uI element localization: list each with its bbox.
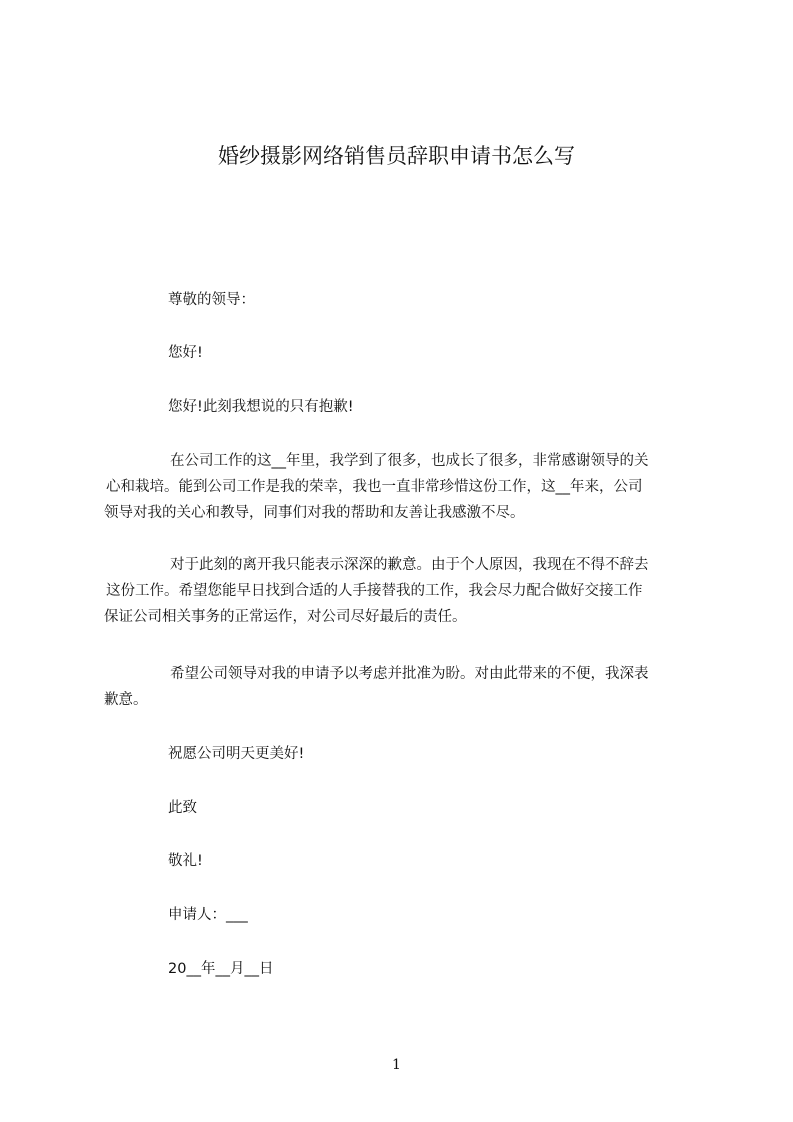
opening-line: 您好!此刻我想说的只有抱歉! bbox=[168, 399, 354, 415]
date-line: 20__年__月__日 bbox=[168, 961, 274, 977]
paragraph-reason bbox=[104, 552, 704, 630]
paragraph-request bbox=[104, 661, 704, 713]
paragraph-line: 希望公司领导对我的申请予以考虑并批准为盼。对由此带来的不便，我深表 bbox=[170, 666, 649, 682]
paragraph-line: 这份工作。希望您能早日找到合适的人手接替我的工作，我会尽力配合做好交接工作 bbox=[106, 583, 643, 599]
page-number: 1 bbox=[392, 1057, 401, 1073]
closing-cizhi: 此致 bbox=[168, 800, 197, 816]
applicant-line: 申请人：___ bbox=[168, 907, 248, 923]
document-title: 婚纱摄影网络销售员辞职申请书怎么写 bbox=[218, 144, 575, 168]
greeting: 您好! bbox=[168, 345, 203, 361]
paragraph-line: 对于此刻的离开我只能表示深深的歉意。由于个人原因，我现在不得不辞去 bbox=[170, 557, 649, 573]
paragraph-line: 领导对我的关心和教导，同事们对我的帮助和友善让我感激不尽。 bbox=[104, 505, 525, 521]
paragraph-line: 在公司工作的这__年里，我学到了很多，也成长了很多，非常感谢领导的关 bbox=[170, 453, 649, 469]
paragraph-gratitude bbox=[104, 448, 704, 526]
closing-wish: 祝愿公司明天更美好! bbox=[168, 746, 305, 762]
paragraph-line: 歉意。 bbox=[104, 692, 148, 708]
salutation: 尊敬的领导： bbox=[168, 292, 255, 308]
paragraph-line: 保证公司相关事务的正常运作，对公司尽好最后的责任。 bbox=[104, 609, 467, 625]
paragraph-line: 心和栽培。能到公司工作是我的荣幸，我也一直非常珍惜这份工作，这__年来，公司 bbox=[106, 479, 643, 495]
closing-jingli: 敬礼! bbox=[168, 853, 203, 869]
